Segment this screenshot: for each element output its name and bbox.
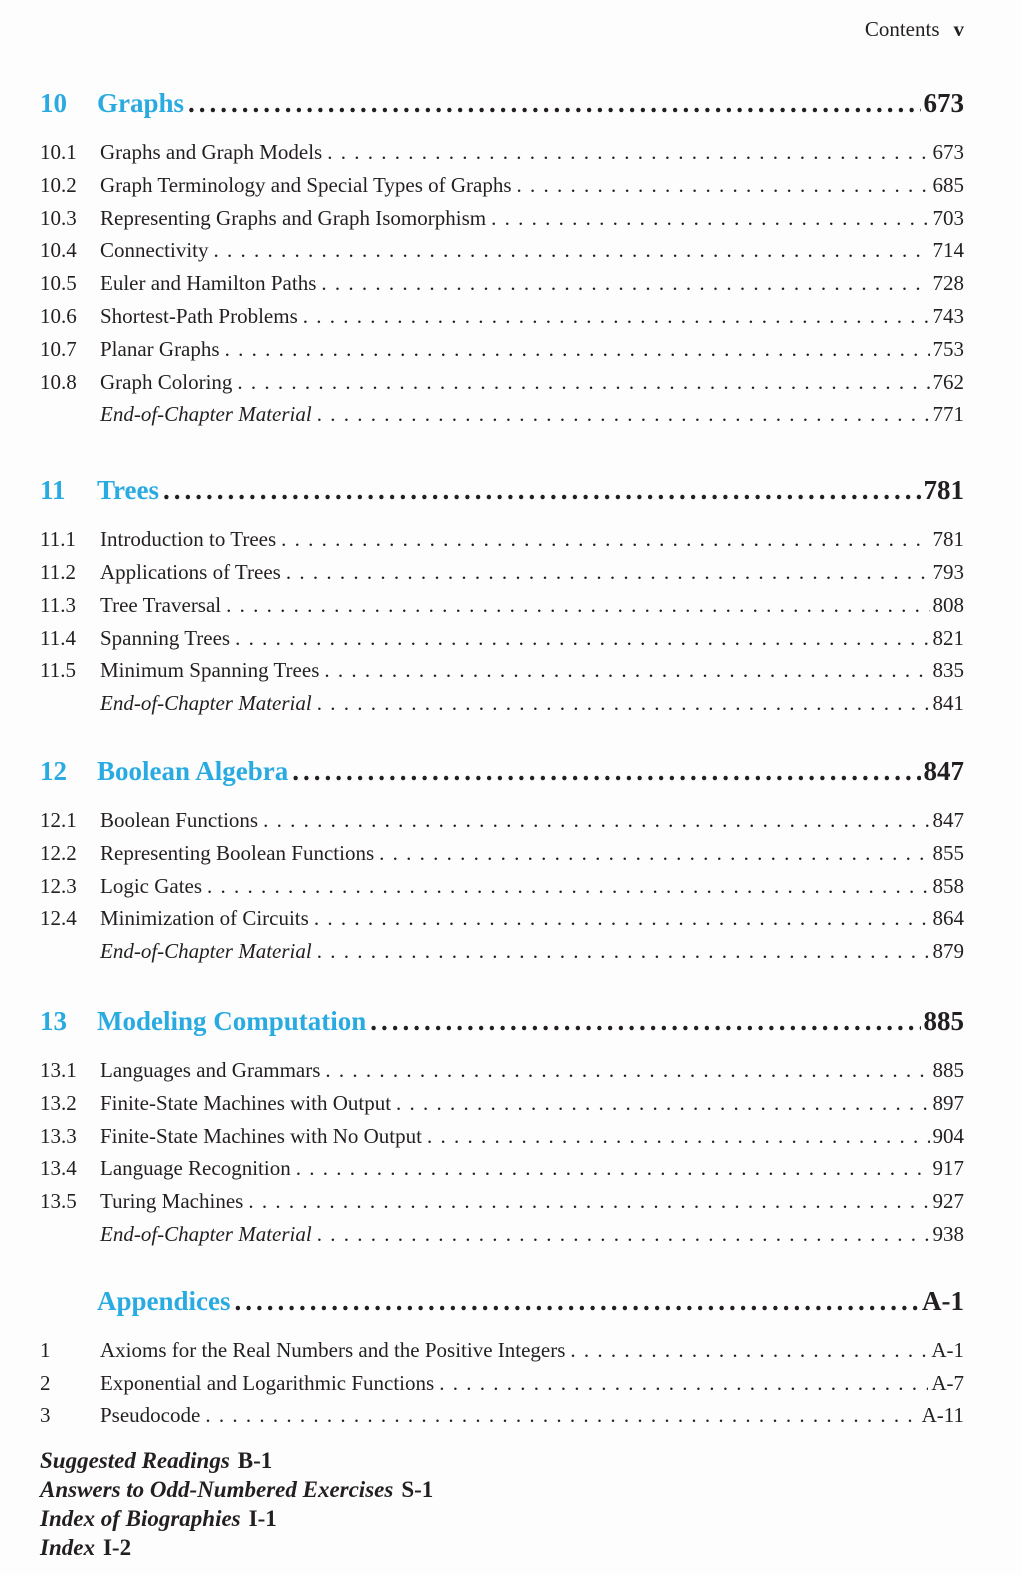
dot-leader (317, 935, 930, 968)
back-matter-entry (40, 1446, 964, 1475)
toc-entry (40, 687, 964, 720)
section-number: 11.3 (40, 592, 76, 617)
section-number: 10.4 (40, 238, 77, 263)
chapter-number: 11 (40, 475, 66, 506)
section-number: 13.3 (40, 1123, 77, 1148)
running-head-title: Contents (864, 17, 940, 41)
toc-entry (40, 234, 964, 267)
toc-entry (40, 267, 964, 300)
section-title: Graph Coloring (100, 369, 233, 394)
chapter-number: 10 (40, 88, 67, 118)
page-number: 685 (932, 172, 964, 197)
toc (40, 0, 964, 1562)
dot-leader (317, 1218, 930, 1251)
page-number: A-7 (931, 1370, 964, 1395)
dot-leader (370, 1004, 920, 1038)
dot-leader (163, 473, 921, 507)
dot-leader (314, 902, 930, 935)
back-matter (40, 1446, 964, 1562)
back-matter-page: I-1 (248, 1506, 277, 1532)
back-matter-label: Answers to Odd-Numbered Exercises (40, 1477, 394, 1503)
section-number: 10.5 (40, 271, 77, 296)
dot-leader (263, 804, 929, 837)
section-title: End-of-Chapter Material (100, 1221, 312, 1246)
section-title: Finite-State Machines with No Output (100, 1123, 422, 1148)
page-number: 793 (932, 559, 964, 584)
section-title: Pseudocode (100, 1403, 201, 1428)
chapter-block (40, 473, 964, 720)
dot-leader (517, 169, 930, 202)
section-title: End-of-Chapter Material (100, 939, 312, 964)
back-matter-entry (40, 1533, 964, 1562)
section-title: Graph Terminology and Special Types of Graphs (100, 172, 512, 197)
dot-leader (292, 754, 920, 788)
toc-entry (40, 902, 964, 935)
dot-leader (321, 267, 929, 300)
section-title: Introduction to Trees (100, 527, 277, 552)
back-matter-entry (40, 1504, 964, 1533)
section-number: 3 (40, 1403, 51, 1428)
page-number: 835 (932, 658, 964, 683)
dot-leader (570, 1334, 928, 1367)
chapter-page-number: 673 (923, 88, 964, 118)
dot-leader (491, 202, 929, 235)
section-number: 12.1 (40, 807, 77, 832)
section-number: 10.2 (40, 172, 77, 197)
page-number: 743 (932, 303, 964, 328)
section-title: Shortest-Path Problems (100, 303, 298, 328)
section-number: 13.1 (40, 1057, 77, 1082)
toc-entry (40, 523, 964, 556)
chapter-heading (40, 1004, 964, 1038)
toc-entry (40, 1087, 964, 1120)
page-number: 762 (932, 369, 964, 394)
page-number: 808 (932, 592, 964, 617)
chapter-sections (40, 804, 964, 968)
section-title: Representing Boolean Functions (100, 840, 375, 865)
chapter-title: Trees (97, 475, 159, 506)
dot-leader (226, 589, 929, 622)
section-number: 13.4 (40, 1156, 77, 1181)
chapter-page-number: A-1 (922, 1285, 964, 1316)
back-matter-page: S-1 (401, 1477, 434, 1503)
dot-leader (225, 333, 930, 366)
page-number: 771 (932, 402, 964, 427)
page-number: 753 (932, 336, 964, 361)
section-title: Euler and Hamilton Paths (100, 271, 317, 296)
toc-entry (40, 333, 964, 366)
chapter-number: 13 (40, 1005, 67, 1036)
section-title: Spanning Trees (100, 625, 231, 650)
section-title: Minimum Spanning Trees (100, 658, 320, 683)
page-number: 855 (932, 840, 964, 865)
dot-leader (427, 1120, 930, 1153)
dot-leader (317, 687, 930, 720)
section-title: Boolean Functions (100, 807, 259, 832)
chapter-sections (40, 523, 964, 720)
dot-leader (324, 654, 929, 687)
chapter-block (40, 1284, 964, 1432)
chapter-page-number: 847 (923, 755, 964, 786)
section-title: Representing Graphs and Graph Isomorphism (100, 205, 487, 230)
toc-entry (40, 1367, 964, 1400)
section-number: 12.4 (40, 906, 77, 931)
section-title: Minimization of Circuits (100, 906, 309, 931)
section-number: 13.2 (40, 1090, 77, 1115)
back-matter-label: Suggested Readings (40, 1448, 230, 1474)
section-title: Exponential and Logarithmic Functions (100, 1370, 435, 1395)
toc-entry (40, 556, 964, 589)
dot-leader (327, 136, 929, 169)
dot-leader (303, 300, 930, 333)
toc-entry (40, 366, 964, 399)
toc-entry (40, 1399, 964, 1432)
toc-entry (40, 654, 964, 687)
toc-entry (40, 300, 964, 333)
toc-entry (40, 837, 964, 870)
toc-entry (40, 1120, 964, 1153)
page-number: 938 (932, 1221, 964, 1246)
toc-entry (40, 398, 964, 431)
toc-entry (40, 622, 964, 655)
toc-entry (40, 1185, 964, 1218)
page-number: 879 (932, 939, 964, 964)
section-number: 1 (40, 1337, 51, 1362)
dot-leader (281, 523, 929, 556)
page-number: 927 (932, 1189, 964, 1214)
page-number: 673 (932, 140, 964, 164)
page-number: 885 (932, 1057, 964, 1082)
chapter-sections (40, 136, 964, 431)
section-number: 10.1 (40, 140, 77, 164)
dot-leader (205, 1399, 918, 1432)
dot-leader (207, 870, 929, 903)
dot-leader (296, 1152, 930, 1185)
dot-leader (214, 234, 930, 267)
dot-leader (248, 1185, 929, 1218)
back-matter-page: B-1 (237, 1448, 273, 1474)
chapter-sections (40, 1334, 964, 1432)
section-number: 11.4 (40, 625, 76, 650)
chapter-block (40, 754, 964, 968)
dot-leader (379, 837, 929, 870)
section-title: Language Recognition (100, 1156, 291, 1181)
toc-entry (40, 1054, 964, 1087)
page-number: 864 (932, 906, 964, 931)
back-matter-label: Index of Biographies (40, 1506, 241, 1532)
section-title: Tree Traversal (100, 592, 222, 617)
chapter-number: 12 (40, 755, 67, 786)
section-title: Graphs and Graph Models (100, 140, 323, 164)
section-number: 12.2 (40, 840, 77, 865)
toc-entry (40, 804, 964, 837)
page-number: 703 (932, 205, 964, 230)
toc-entry (40, 1334, 964, 1367)
dot-leader (396, 1087, 929, 1120)
toc-entry (40, 136, 964, 169)
page-number: A-11 (921, 1403, 964, 1428)
section-title: Turing Machines (100, 1189, 244, 1214)
back-matter-label: Index (40, 1535, 95, 1561)
section-number: 11.1 (40, 527, 76, 552)
page-number: A-1 (931, 1337, 964, 1362)
section-title: Axioms for the Real Numbers and the Positive Integers (100, 1337, 566, 1362)
chapter-title: Appendices (97, 1285, 231, 1316)
toc-entry (40, 202, 964, 235)
chapter-block (40, 1004, 964, 1251)
section-number: 10.7 (40, 336, 77, 361)
section-number: 10.8 (40, 369, 77, 394)
chapter-heading (40, 754, 964, 788)
section-title: Connectivity (100, 238, 209, 263)
chapter-page-number: 885 (923, 1005, 964, 1036)
dot-leader (235, 622, 929, 655)
page-number: 847 (932, 807, 964, 832)
section-title: Logic Gates (100, 873, 203, 898)
chapter-heading (40, 86, 964, 120)
chapter-title: Modeling Computation (97, 1005, 367, 1036)
dot-leader (317, 398, 930, 431)
dot-leader (235, 1284, 919, 1318)
section-number: 10.6 (40, 303, 77, 328)
chapter-title: Graphs (97, 88, 185, 118)
dot-leader (188, 86, 920, 120)
section-title: Planar Graphs (100, 336, 220, 361)
section-title: Languages and Grammars (100, 1057, 321, 1082)
toc-entry (40, 935, 964, 968)
dot-leader (439, 1367, 928, 1400)
page-number: 714 (932, 238, 964, 263)
page-number: 858 (932, 873, 964, 898)
toc-entry (40, 1152, 964, 1185)
page-folio: v (953, 17, 964, 41)
back-matter-page: I-2 (102, 1535, 132, 1561)
section-number: 13.5 (40, 1189, 77, 1214)
toc-entry (40, 169, 964, 202)
section-title: End-of-Chapter Material (100, 691, 312, 716)
toc-entry (40, 589, 964, 622)
dot-leader (286, 556, 930, 589)
section-number: 11.5 (40, 658, 76, 683)
toc-entry (40, 870, 964, 903)
page-number: 821 (932, 625, 964, 650)
page-number: 728 (932, 271, 964, 296)
section-title: End-of-Chapter Material (100, 402, 312, 427)
page-number: 917 (932, 1156, 964, 1181)
section-number: 11.2 (40, 559, 76, 584)
section-number: 2 (40, 1370, 51, 1395)
back-matter-entry (40, 1475, 964, 1504)
page-number: 841 (932, 691, 964, 716)
chapter-sections (40, 1054, 964, 1251)
toc-entry (40, 1218, 964, 1251)
chapter-page-number: 781 (923, 475, 964, 506)
chapter-heading (40, 473, 964, 507)
section-title: Finite-State Machines with Output (100, 1090, 392, 1115)
page-number: 897 (932, 1090, 964, 1115)
dot-leader (325, 1054, 929, 1087)
chapter-heading (40, 1284, 964, 1318)
chapter-title: Boolean Algebra (97, 755, 289, 786)
page-number: 904 (932, 1123, 964, 1148)
chapter-block (40, 86, 964, 431)
page-number: 781 (932, 527, 964, 552)
section-title: Applications of Trees (100, 559, 281, 584)
section-number: 10.3 (40, 205, 77, 230)
dot-leader (237, 366, 929, 399)
section-number: 12.3 (40, 873, 77, 898)
